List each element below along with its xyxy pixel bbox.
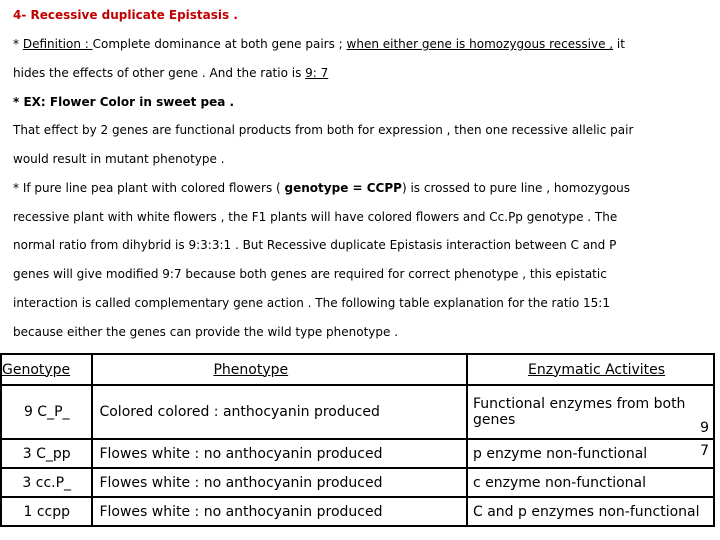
epistasis-table [0, 353, 715, 527]
definition-line-2 [13, 66, 328, 80]
header-phenotype-text: Phenotype [213, 361, 289, 378]
cell-enzymatic: c enzyme non-functional [467, 468, 714, 497]
p2-l1-start: * If pure line pea plant with colored flowers ( [13, 181, 285, 195]
cell-phenotype: Colored colored : anthocyanin produced [92, 385, 467, 439]
p2-l1-end: ) is crossed to pure line , homozygous [401, 181, 631, 195]
header-enzymatic [467, 354, 714, 385]
definition-label: Definition : [22, 37, 93, 51]
cell-enzymatic-text: Functional enzymes from both genes [473, 396, 686, 428]
paragraph-2-line-2: recessive plant with white flowers , the F1 plants will have colored flowers and Cc.Pp genotype . The [13, 210, 618, 224]
cell-genotype: 1 ccpp [1, 497, 92, 526]
cell-enzymatic-text: p enzyme non-functional [473, 445, 648, 462]
cell-enzymatic [467, 439, 714, 468]
cell-enzymatic [467, 385, 714, 439]
cell-enzymatic: C and p enzymes non-functional [467, 497, 714, 526]
table-row [1, 385, 714, 439]
table-header-row [1, 354, 714, 385]
slide-title: 4- Recessive duplicate Epistasis . [13, 8, 238, 22]
paragraph-2-line-5: interaction is called complementary gene action . The following table explanation for the ratio 15:1 [13, 296, 610, 310]
table-row [1, 439, 714, 468]
cell-phenotype: Flowes white : no anthocyanin produced [92, 468, 467, 497]
header-genotype-text: Genotype [2, 361, 71, 378]
paragraph-2-line-1 [13, 181, 630, 195]
header-phenotype [92, 354, 467, 385]
paragraph-2-line-4: genes will give modified 9:7 because both genes are required for correct phenotype , this epistatic [13, 267, 607, 281]
definition-text: Complete dominance at both gene pairs ; [92, 37, 347, 51]
paragraph-2-line-3: normal ratio from dihybrid is 9:3:3:1 . But Recessive duplicate Epistasis interaction between C and P [13, 238, 617, 252]
header-genotype [1, 354, 92, 385]
definition-line-1 [13, 37, 625, 51]
definition-text-end: it [613, 37, 625, 51]
ratio-label: 7 [700, 443, 709, 459]
definition-line-2-text: hides the effects of other gene . And the ratio is [13, 66, 306, 80]
table-row [1, 497, 714, 526]
example-line: * EX: Flower Color in sweet pea . [13, 95, 235, 109]
cell-phenotype: Flowes white : no anthocyanin produced [92, 439, 467, 468]
cell-genotype: 9 C_P_ [1, 385, 92, 439]
ratio-label: 9 [700, 420, 709, 436]
bullet: * [13, 37, 23, 51]
table-row [1, 468, 714, 497]
paragraph-1-line-2: would result in mutant phenotype . [13, 152, 225, 166]
paragraph-2-line-6: because either the genes can provide the wild type phenotype . [13, 325, 399, 339]
paragraph-1-line-1: That effect by 2 genes are functional products from both for expression , then one recessive allelic pair [13, 123, 634, 137]
cell-genotype: 3 cc.P_ [1, 468, 92, 497]
cell-genotype: 3 C_pp [1, 439, 92, 468]
definition-highlight: when either gene is homozygous recessive , [346, 37, 614, 51]
definition-ratio: 9: 7 [305, 66, 329, 80]
header-enzymatic-text: Enzymatic Activites [528, 361, 666, 378]
p2-genotype: genotype = CCPP [284, 181, 402, 195]
cell-phenotype: Flowes white : no anthocyanin produced [92, 497, 467, 526]
